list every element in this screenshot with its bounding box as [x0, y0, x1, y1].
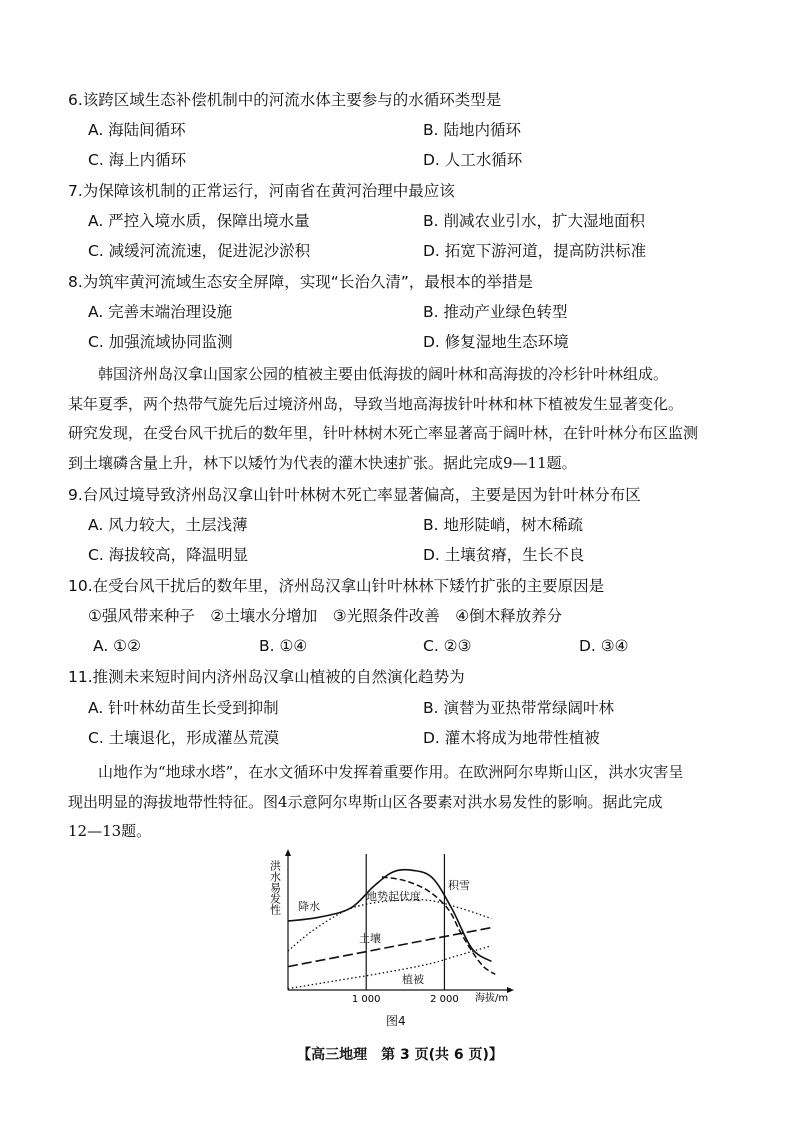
- question-11-option-b: B. 演替为亚热带常绿阔叶林: [423, 699, 614, 717]
- figure-caption: 图4: [386, 1014, 406, 1028]
- series-line-植被: [288, 946, 491, 989]
- y-axis-label: 洪水易发性: [268, 860, 282, 915]
- question-11-stem: 11.推测未来短时间内济州岛汉拿山植被的自然演化趋势为: [68, 668, 465, 686]
- question-11-option-a: A. 针叶林幼苗生长受到抑制: [88, 699, 279, 717]
- question-10-option-b: B. ①④: [259, 637, 308, 655]
- question-8-option-c: C. 加强流域协同监测: [88, 333, 233, 351]
- question-6-option-b: B. 陆地内循环: [423, 121, 521, 139]
- passage-line: 到土壤磷含量上升，林下以矮竹为代表的灌木快速扩张。据此完成9—11题。: [68, 453, 577, 472]
- question-7-option-b: B. 削减农业引水，扩大湿地面积: [423, 212, 645, 230]
- question-10-option-c: C. ②③: [423, 637, 472, 655]
- x-tick-label: 2 000: [430, 994, 459, 1005]
- passage-line: 研究发现，在受台风干扰后的数年里，针叶林树木死亡率显著高于阔叶林，在针叶林分布区监测: [68, 424, 699, 442]
- passage-line: 山地作为“地球水塔”，在水文循环中发挥着重要作用。在欧洲阿尔卑斯山区，洪水灾害呈: [98, 763, 684, 781]
- question-11-option-d: D. 灌木将成为地带性植被: [423, 729, 600, 747]
- figure-4-chart: [262, 846, 522, 1008]
- question-6-option-d: D. 人工水循环: [423, 151, 523, 169]
- question-7-stem: 7.为保障该机制的正常运行，河南省在黄河治理中最应该: [68, 182, 455, 200]
- series-label: 土壤: [359, 932, 381, 945]
- passage-line: 某年夏季，两个热带气旋先后过境济州岛，导致当地高海拔针叶林和林下植被发生显著变化。: [68, 394, 684, 413]
- question-7-option-a: A. 严控入境水质，保障出境水量: [88, 212, 310, 230]
- series-label: 积雪: [448, 879, 470, 892]
- passage-line: 韩国济州岛汉拿山国家公园的植被主要由低海拔的阔叶林和高海拔的冷杉针叶林组成。: [98, 365, 669, 383]
- question-9-option-d: D. 土壤贫瘠，生长不良: [423, 546, 585, 564]
- series-label: 降水: [298, 900, 320, 913]
- passage-line: 12—13题。: [68, 822, 152, 840]
- page-footer: 【高三地理 第 3 页(共 6 页)】: [297, 1047, 503, 1063]
- question-8-stem: 8.为筑牢黄河流域生态安全屏障，实现“长治久清”，最根本的举措是: [68, 273, 533, 291]
- question-10-option-d: D. ③④: [579, 637, 629, 655]
- question-6-stem: 6.该跨区域生态补偿机制中的河流水体主要参与的水循环类型是: [68, 91, 502, 109]
- x-axis-label: 海拔/m: [475, 993, 509, 1004]
- question-8-option-d: D. 修复湿地生态环境: [423, 333, 569, 351]
- question-6-option-c: C. 海上内循环: [88, 151, 187, 169]
- passage-line: 现出明显的海拔地带性特征。图4示意阿尔卑斯山区各要素对洪水易发性的影响。据此完成: [68, 792, 663, 811]
- series-line-土壤: [288, 928, 491, 967]
- x-tick-label: 1 000: [351, 994, 381, 1005]
- question-9-stem: 9.台风过境导致济州岛汉拿山针叶林树木死亡率显著偏高，主要是因为针叶林分布区: [68, 486, 641, 504]
- reading-passage-jeju: [68, 360, 748, 478]
- reading-passage-alps: [68, 758, 748, 847]
- question-9-option-a: A. 风力较大，土层浅薄: [88, 516, 248, 534]
- series-label: 植被: [402, 973, 424, 986]
- question-10-option-a: A. ①②: [93, 637, 141, 655]
- question-10-stem: 10.在受台风干扰后的数年里，济州岛汉拿山针叶林林下矮竹扩张的主要原因是: [68, 577, 605, 595]
- question-8-option-b: B. 推动产业绿色转型: [423, 303, 568, 321]
- series-label: 地势起伏度: [366, 890, 421, 903]
- question-9-option-c: C. 海拔较高，降温明显: [88, 546, 249, 564]
- question-11-option-c: C. 土壤退化，形成灌丛荒漠: [88, 729, 280, 747]
- question-10-factors: ①强风带来种子 ②土壤水分增加 ③光照条件改善 ④倒木释放养分: [88, 607, 563, 625]
- y-axis-arrow: [285, 849, 291, 856]
- question-6-option-a: A. 海陆间循环: [88, 121, 186, 139]
- question-8-option-a: A. 完善末端治理设施: [88, 303, 233, 321]
- question-9-option-b: B. 地形陡峭，树木稀疏: [423, 516, 583, 534]
- question-7-option-d: D. 拓宽下游河道，提高防洪标准: [423, 242, 647, 260]
- question-7-option-c: C. 减缓河流流速，促进泥沙淤积: [88, 242, 311, 260]
